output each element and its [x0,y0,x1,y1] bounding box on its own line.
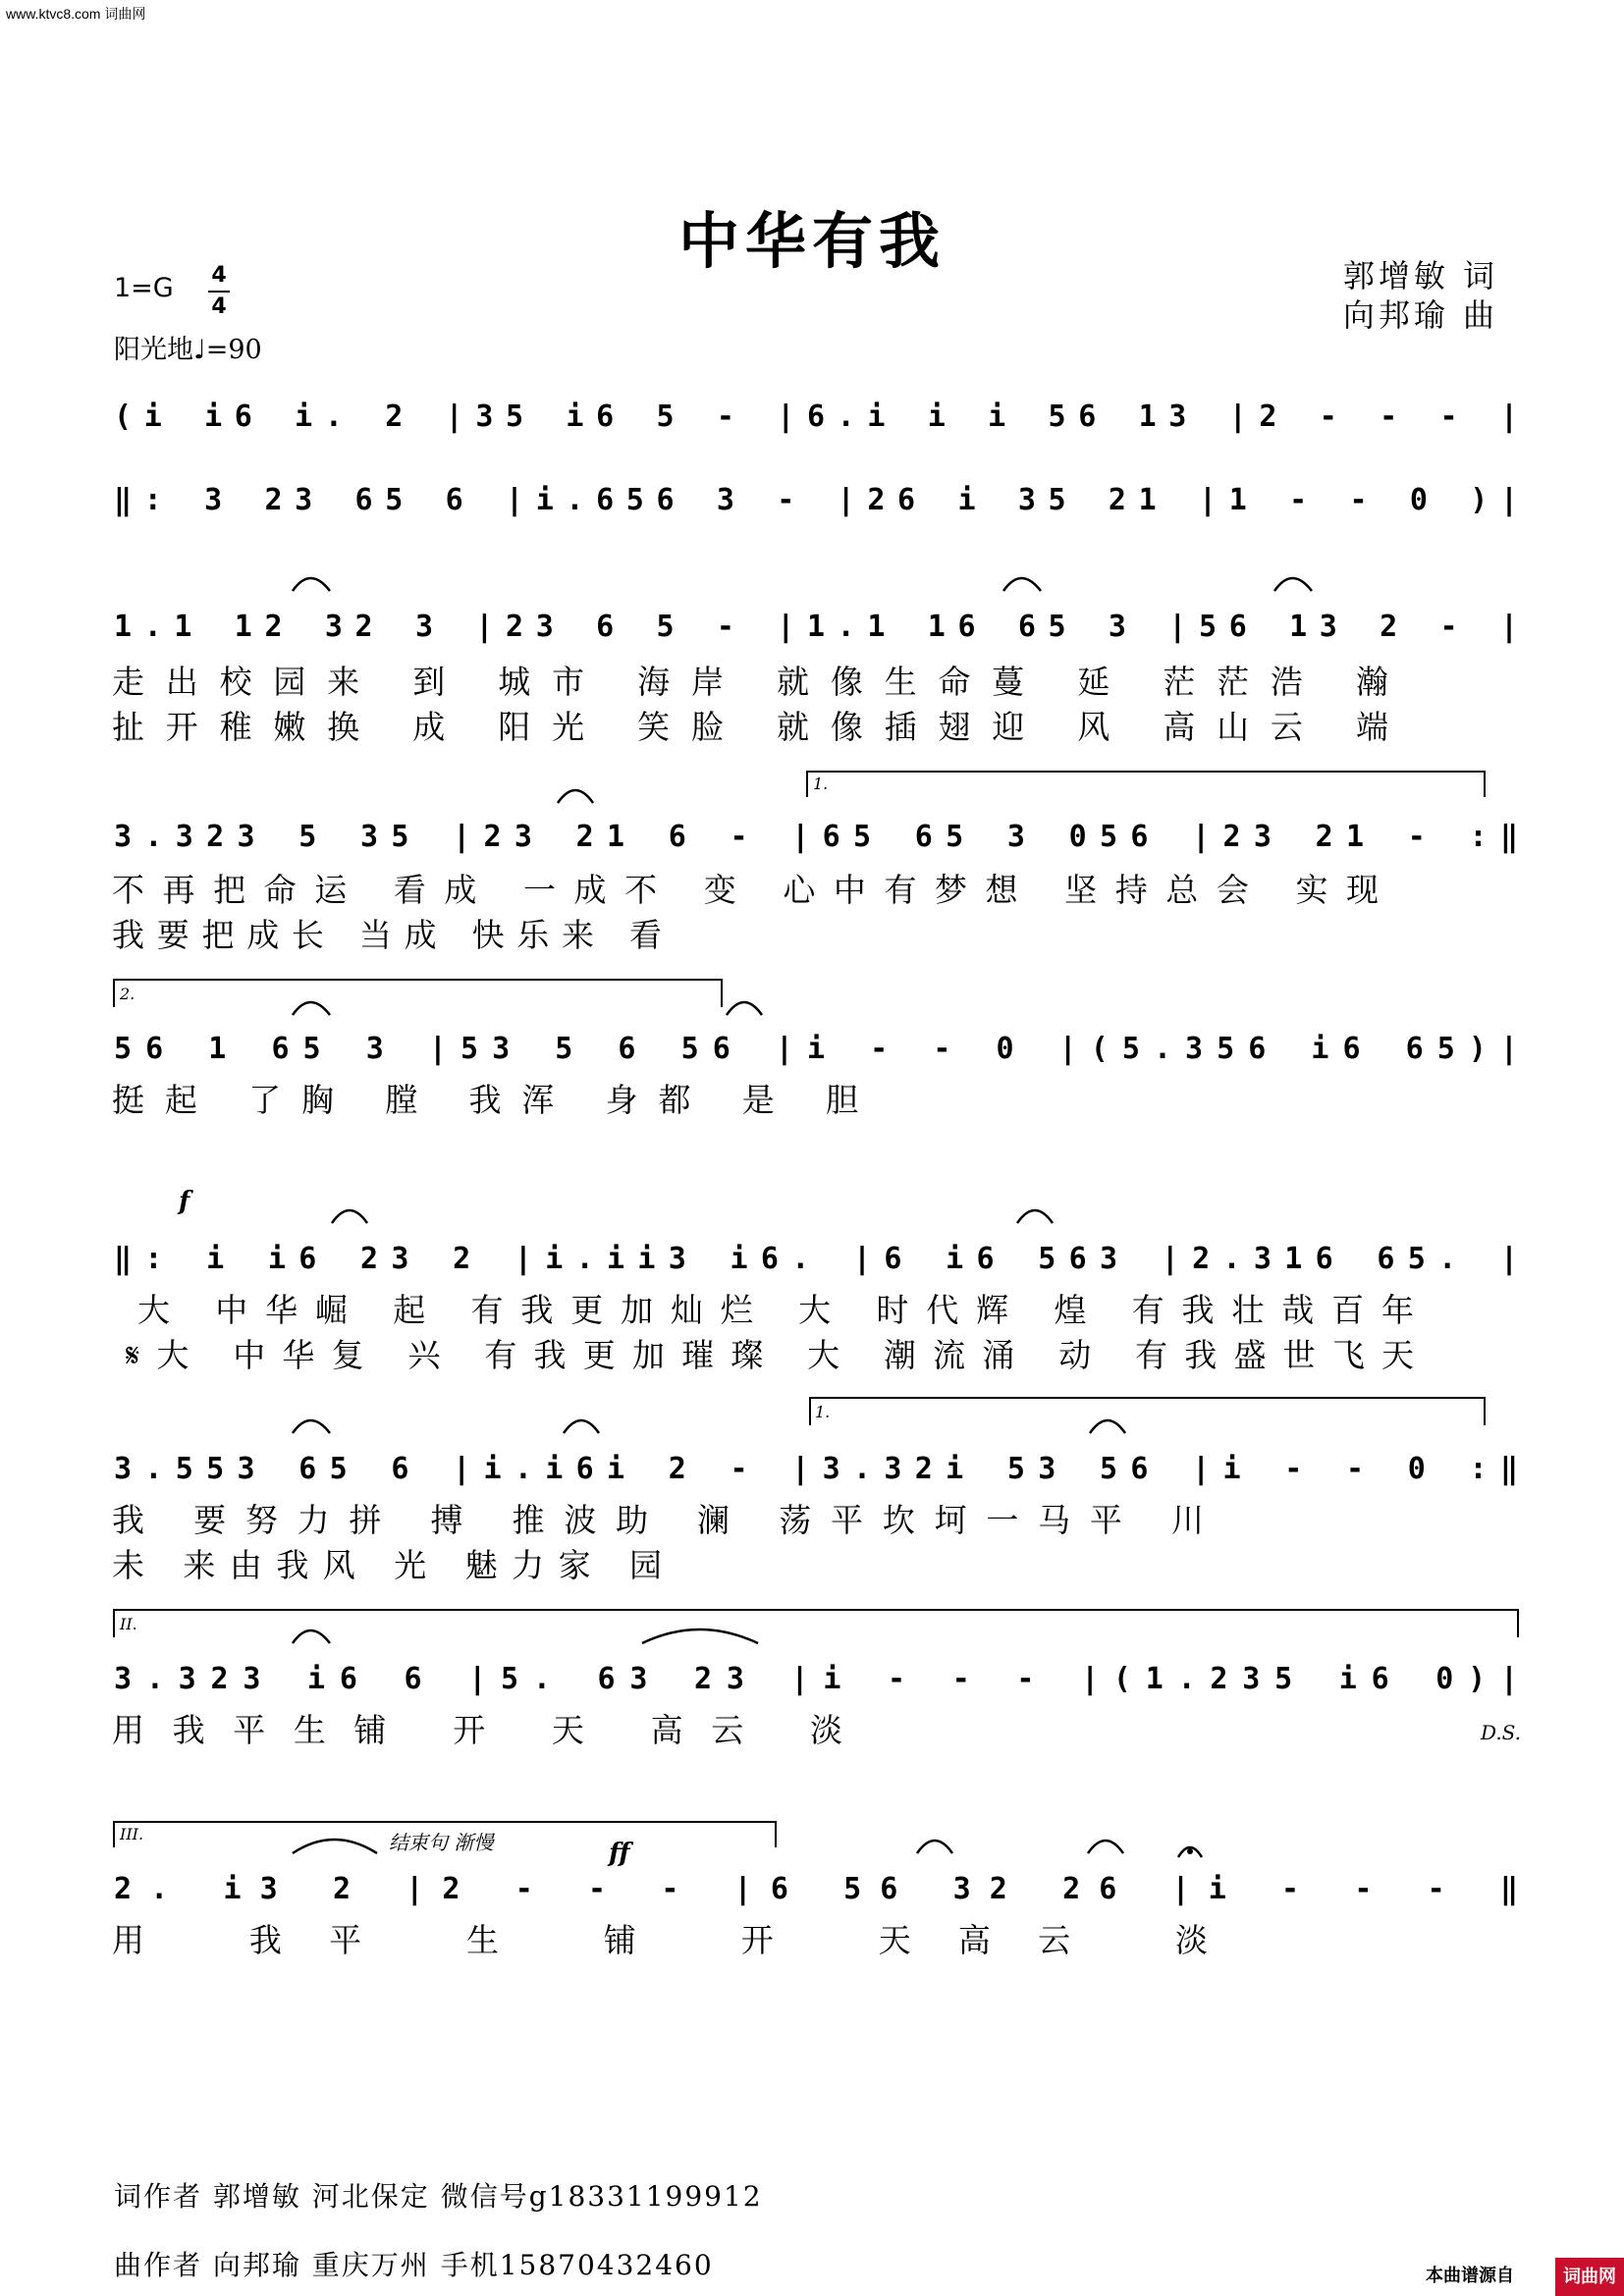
system-1-notes: (i i6 i. 2 |35 i6 5 - |6.i i i 56 13 |2 - - - | [114,400,1518,434]
system-8-lyric-1: 用我平生铺 开 天 高云 淡 [112,1711,842,1749]
volta-2-label: 2. [120,985,135,1003]
source-watermark-text: 本曲谱源自 [1426,2266,1514,2286]
system-9-notes: 2. i3 2 |2 - - - |6 56 32 26 |i - - - ‖ [114,1872,1518,1906]
system-5-notes: 56 1 65 3 |53 5 6 56 |i - - 0 |(5.356 i6 65)| [114,1032,1518,1066]
volta-1b-bracket [810,1398,1485,1425]
time-top: 4 [211,263,227,288]
volta-1-bracket [807,772,1485,797]
system-2-notes: ‖: 3 23 65 6 |i.656 3 - |26 i 35 21 |1 - - 0 )| [114,483,1518,517]
volta-1b-label: 1. [815,1403,831,1421]
system-9-lyric-1: 用 我平 生 铺 开 天高云 淡 [112,1921,1209,1959]
composer-credit: 向邦瑜 曲 [1342,296,1498,334]
fermata-dot [1187,1848,1193,1854]
tempo-marking: 阳光地♩=90 [114,335,262,365]
score-notes [114,400,1518,1906]
system-7-notes: 3.553 65 6 |i.i6i 2 - |3.32i 53 56 |i - - 0 :‖ [114,1452,1519,1486]
score-lyrics [112,663,1414,1959]
lyricist-info: 词作者 郭增敏 河北保定 微信号g18331199912 [114,2180,763,2213]
system-4-lyric-1: 不再把命运 看成 一成不 变 心中有梦想 坚持总会 实现 [112,871,1379,909]
site-label: www.ktvc8.com 词曲网 [6,6,146,22]
forte-mark: f [179,1187,190,1216]
site-logo-badge: 词曲网 [1555,2258,1624,2296]
ending-tempo-mark: 结束句 渐慢 [389,1831,494,1854]
volta-4-label: III. [120,1825,144,1843]
system-6-lyric-1: 大 中华崛 起 有我更加灿烂 大 时代辉 煌 有我壮哉百年 [137,1291,1414,1329]
system-7-lyric-1: 我 要努力拼 搏 推波助 澜 荡平坎坷一马平 川 [112,1501,1204,1539]
system-8-notes: 3.323 i6 6 |5. 63 23 |i - - - |(1.235 i6 0)| [114,1662,1518,1696]
system-3-lyric-1: 走出校园来 到 城市 海岸 就像生命蔓 延 茫茫浩 瀚 [112,663,1388,701]
volta-1-label: 1. [813,774,829,793]
system-4-lyric-2: 我要把成长 当成 快乐来 看 [112,916,662,954]
volta-2-bracket [114,980,722,1007]
system-4-notes: 3.323 5 35 |23 21 6 - |65 65 3 056 |23 21 - :‖ [114,820,1519,854]
composer-info: 曲作者 向邦瑜 重庆万州 手机15870432460 [114,2249,714,2281]
volta-3-bracket [114,1610,1518,1637]
system-3-notes: 1.1 12 32 3 |23 6 5 - |1.1 16 65 3 |56 13 2 - | [114,610,1518,644]
system-7-lyric-2: 未 来由我风 光 魅力家 园 [112,1546,662,1584]
system-3-lyric-2: 扯开稚嫩换 成 阳光 笑脸 就像插翅迎 风 高山云 端 [112,708,1388,746]
system-5-lyric-1: 挺起 了胸 膛 我浑 身都 是 胆 [112,1081,858,1119]
song-title: 中华有我 [677,205,946,277]
key-signature: 1=G [114,273,174,303]
time-bottom: 4 [211,294,227,319]
system-6-notes: ‖: i i6 23 2 |i.ii3 i6. |6 i6 563 |2.316 65. | [114,1242,1519,1276]
dal-segno-mark: D.S. [1481,1721,1522,1744]
volta-3-label: II. [120,1615,137,1633]
system-6-lyric-2: 𝄋大 中华复 兴 有我更加璀璨 大 潮流涌 动 有我盛世飞天 [126,1336,1414,1374]
fortissimo-mark: ff [609,1839,630,1868]
lyricist-credit: 郭增敏 词 [1342,257,1498,294]
